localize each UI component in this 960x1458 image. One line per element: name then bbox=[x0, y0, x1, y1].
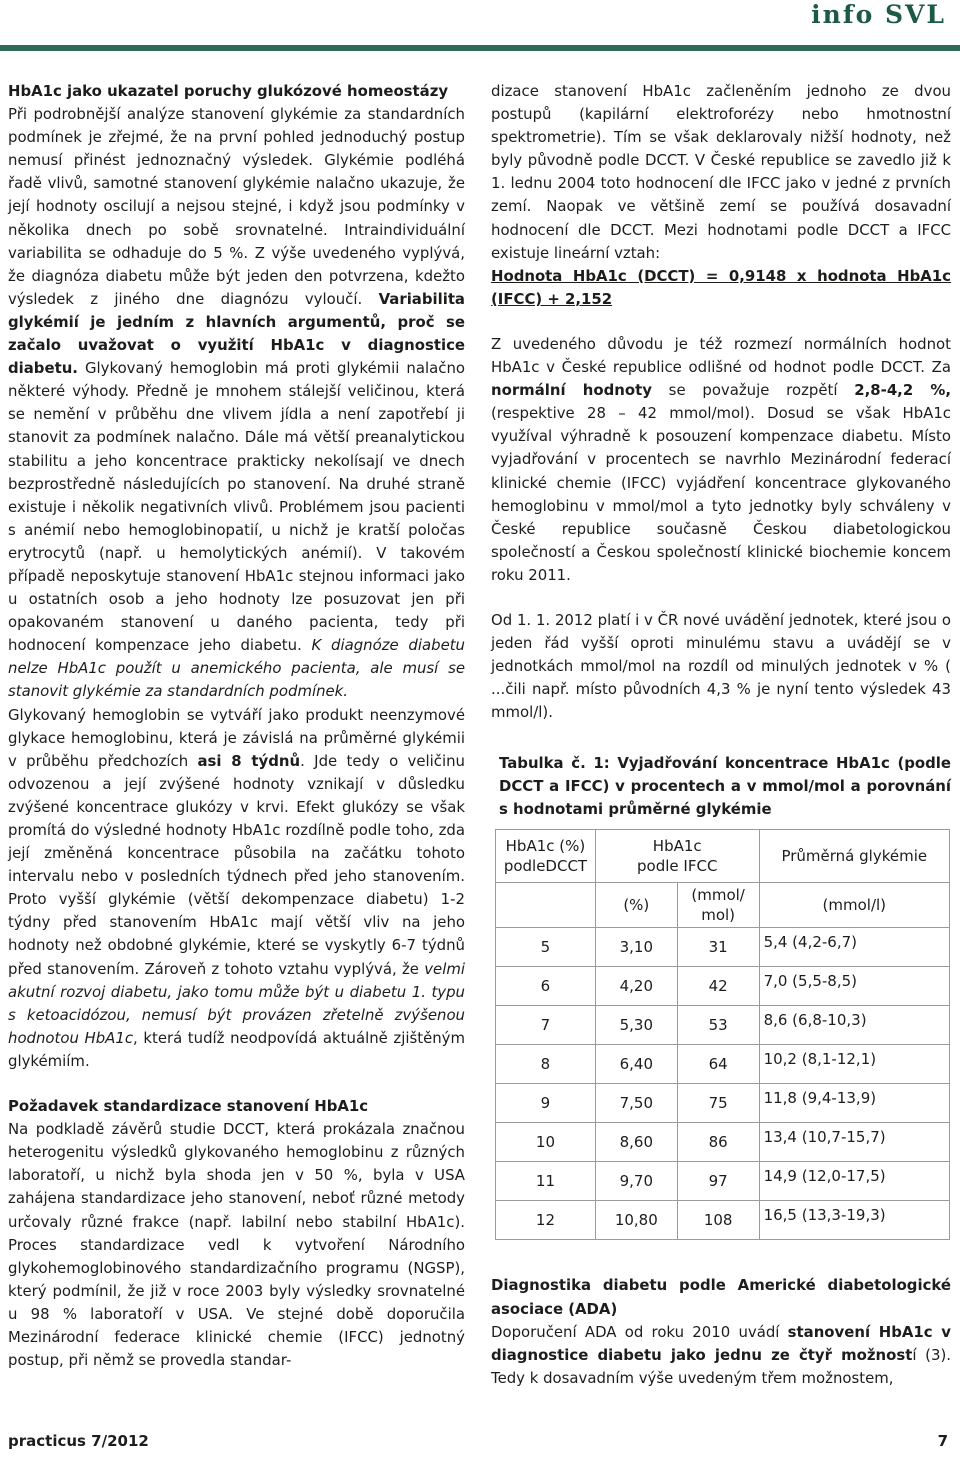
text: , která tudíž neodpovídá aktuálně zjištěným glykémiím. bbox=[8, 1028, 465, 1070]
table-header-mmolmol bbox=[677, 883, 759, 928]
table-cell: 12 bbox=[496, 1201, 596, 1240]
header-text: mol) bbox=[701, 906, 736, 925]
header-text: podleDCCT bbox=[503, 857, 588, 876]
table-cell: 53 bbox=[677, 1006, 759, 1045]
table-cell: 10,2 (8,1-12,1) bbox=[759, 1045, 949, 1084]
table-row bbox=[496, 1123, 950, 1162]
left-column bbox=[8, 80, 465, 1372]
header-text: podle IFCC bbox=[637, 857, 718, 876]
text: se považuje rozpětí bbox=[651, 381, 855, 400]
table-row bbox=[496, 1045, 950, 1084]
table-cell: 5,30 bbox=[595, 1006, 677, 1045]
table-cell: 31 bbox=[677, 928, 759, 967]
table-cell: 9,70 bbox=[595, 1162, 677, 1201]
table-cell: 7,0 (5,5-8,5) bbox=[759, 967, 949, 1006]
header-text: (mmol/ bbox=[691, 886, 745, 905]
header-text: HbA1c bbox=[652, 837, 702, 856]
table-cell: 64 bbox=[677, 1045, 759, 1084]
table-header-dcct bbox=[496, 830, 596, 883]
table-cell: 97 bbox=[677, 1162, 759, 1201]
paragraph-standardization: Na podkladě závěrů studie DCCT, která prokázala značnou heterogenitu výsledků glykovaného hemoglobinu z různých laboratoří, u nichž byla shoda jen v 50 %, byla v USA zahájena standardizace jeho stanovení, neboť různé metody určovaly různé frakce (např. labilní nebo stabilní HbA1c). Proces standardizace vedl k vytvoření Národního glykohemoglobinového standardizačního programu (NGSP), který podmínil, že již v roce 2003 byly výsledky srovnatelné u 98 % laboratoří v USA. Ve stejné době doporučila Mezinárodní federace klinické chemie (IFCC) jednotný postup, při němž se provedla standar- bbox=[8, 1120, 465, 1370]
bold-text: stanovení HbA1c v diagnostice diabetu jako jednu ze čtyř možnost bbox=[491, 1322, 951, 1364]
page-number: 7 bbox=[937, 1432, 948, 1450]
table-header-mmoll: (mmol/l) bbox=[759, 883, 949, 928]
paragraph-normal-values bbox=[491, 333, 951, 587]
table-cell: 42 bbox=[677, 967, 759, 1006]
paragraph-variability bbox=[8, 103, 465, 703]
section-heading-hba1c: HbA1c jako ukazatel poruchy glukózové homeostázy bbox=[8, 82, 449, 100]
table-cell: 7,50 bbox=[595, 1084, 677, 1123]
table-cell: 10 bbox=[496, 1123, 596, 1162]
section-heading-ada: Diagnostika diabetu podle Americké diabetologické asociace (ADA) bbox=[491, 1276, 951, 1318]
header-rule bbox=[0, 45, 960, 51]
table-cell: 11 bbox=[496, 1162, 596, 1201]
hba1c-table bbox=[495, 829, 950, 1240]
bold-text: asi 8 týdnů bbox=[197, 751, 301, 770]
paragraph-ada bbox=[491, 1321, 951, 1390]
text: Z uvedeného důvodu je též rozmezí normálních hodnot HbA1c v České republice odlišné od hodnot podle DCCT. Za bbox=[491, 334, 951, 377]
table-cell: 7 bbox=[496, 1006, 596, 1045]
table-cell: 8,6 (6,8-10,3) bbox=[759, 1006, 949, 1045]
table-cell: 16,5 (13,3-19,3) bbox=[759, 1201, 949, 1240]
table-cell: 6 bbox=[496, 967, 596, 1006]
table-header-avg: Průměrná glykémie bbox=[759, 830, 949, 883]
journal-section-title: info SVL bbox=[811, 0, 946, 29]
table-cell: 108 bbox=[677, 1201, 759, 1240]
table-row bbox=[496, 1006, 950, 1045]
table-body bbox=[496, 928, 950, 1240]
text: Glykovaný hemoglobin má proti glykémii nalačno některé výhody. Předně je mnohem stálejší veličinou, která se nemění v průběhu dne vlivem jídla a není zapotřebí ji stanovit za podmínek nalačno. Dále má větší preanalytickou stabilitu a jeho koncentrace prakticky nekolísají ve dnech bezprostředně následujících po stanovení. Na druhé straně existuje i několik negativních vlivů. Problémem jsou pacienti s anémií nebo hemoglobinopatií, u nichž je kratší poločas erytrocytů (např. u hemolytických anémií). V takovém případě neposkytuje stanovení HbA1c stejnou informaci jako u ostatních osob a jeho hodnoty lze posuzovat jen při opakovaném stanovení u daného pacienta, tedy při hodnocení kompenzace jeho diabetu. bbox=[8, 359, 465, 655]
paragraph-units: Od 1. 1. 2012 platí i v ČR nové uvádění jednotek, které jsou o jeden řád vyšší oproti minulému stavu a uvádějí se v jednotkách mmol/mol na rozdíl od minulých jednotek v % ( ...čili např. místo původních 4,3 % je nyní tento výsledek 43 mmol/l). bbox=[491, 610, 951, 722]
italic-text: velmi akutní rozvoj diabetu, jako tomu může být u diabetu 1. typu s ketoacidózou, nemusí být provázen zřetelně zvýšenou hodnotou HbA1c bbox=[8, 959, 465, 1047]
bold-text: 2,8-4,2 %, bbox=[854, 381, 951, 400]
table-cell: 13,4 (10,7-15,7) bbox=[759, 1123, 949, 1162]
table-row bbox=[496, 1201, 950, 1240]
table-header-ifcc bbox=[595, 830, 759, 883]
bold-text: Variabilita glykémií je jedním z hlavních argumentů, proč se začalo uvažovat o využití HbA1c v diagnostice diabetu. bbox=[8, 289, 465, 378]
table-cell: 75 bbox=[677, 1084, 759, 1123]
italic-text: K diagnóze diabetu nelze HbA1c použít u anemického pacienta, ale musí se stanovit glykémie za standardních podmínek. bbox=[8, 636, 465, 701]
table-cell: 3,10 bbox=[595, 928, 677, 967]
table-row bbox=[496, 1084, 950, 1123]
bold-text: normální hodnoty bbox=[491, 381, 652, 400]
table-header-empty bbox=[496, 883, 596, 928]
table-cell: 5 bbox=[496, 928, 596, 967]
text: (respektive 28 – 42 mmol/mol). Dosud se však HbA1c využíval výhradně k posouzení kompenzace diabetu. Místo vyjadřování v procentech se navrhlo Mezinárodní federací klinické chemie (IFCC) vyjádření koncentrace glykovaného hemoglobinu v mmol/mol a tyto jednotky byly schváleny v České republice současně Českou diabetologickou společností a Českou společností klinické biochemie koncem roku 2011. bbox=[491, 404, 951, 584]
table-cell: 4,20 bbox=[595, 967, 677, 1006]
table-row bbox=[496, 967, 950, 1006]
table-row bbox=[496, 928, 950, 967]
table-cell: 6,40 bbox=[595, 1045, 677, 1084]
table-header-pct: (%) bbox=[595, 883, 677, 928]
paragraph-ifcc: dizace stanovení HbA1c začleněním jednoho ze dvou postupů (kapilární elektroforézy nebo hmotnostní spektrometrie). Tím se však deklarovaly nižší hodnoty, než byly původně podle DCCT. V České republice se zavedlo již k 1. lednu 2004 toto hodnocení dle IFCC jako v jedné z prvních zemí. Naopak ve většině zemí se používá dosavadní hodnocení dle DCCT. Mezi hodnotami podle DCCT a IFCC existuje lineární vztah: bbox=[491, 82, 951, 262]
text: Glykovaný hemoglobin se vytváří jako produkt neenzymové glykace hemoglobinu, která je závislá na průměrné glykémii v průběhu předchozích bbox=[8, 705, 465, 770]
table-cell: 5,4 (4,2-6,7) bbox=[759, 928, 949, 967]
footer-journal: practicus 7/2012 bbox=[8, 1432, 149, 1450]
table-cell: 8,60 bbox=[595, 1123, 677, 1162]
text: í (3). Tedy k dosavadním výše uvedeným třem možnostem, bbox=[491, 1345, 951, 1387]
table-cell: 8 bbox=[496, 1045, 596, 1084]
right-column bbox=[491, 80, 951, 1390]
header-text: HbA1c (%) bbox=[505, 837, 586, 856]
section-heading-standardization: Požadavek standardizace stanovení HbA1c bbox=[8, 1097, 369, 1116]
table-cell: 11,8 (9,4-13,9) bbox=[759, 1084, 949, 1123]
table-row bbox=[496, 1162, 950, 1201]
text: . Jde tedy o veličinu odvozenou a její zvýšené hodnoty vznikají v důsledku zvýšené koncentrace glukózy v krvi. Efekt glukózy se však promítá do výsledné hodnoty HbA1c rozdílně podle toho, zda její změněná koncentrace působila na začátku tohoto intervalu nebo v posledních týdnech před jeho stanovením. Proto vyšší glykémie (větší dekompenzace diabetu) 1-2 týdny před stanovením HbA1c mají větší vliv na jeho hodnoty než obdobné glykémie, které se vyskytly 6-7 týdnů před stanovením. Zároveň z tohoto vztahu vyplývá, že bbox=[8, 751, 465, 978]
table-cell: 86 bbox=[677, 1123, 759, 1162]
conversion-formula: Hodnota HbA1c (DCCT) = 0,9148 x hodnota HbA1c (IFCC) + 2,152 bbox=[491, 266, 951, 308]
paragraph-glycation bbox=[8, 704, 465, 1074]
table-caption: Tabulka č. 1: Vyjadřování koncentrace HbA1c (podle DCCT a IFCC) v procentech a v mmol/mol a porovnání s hodnotami průměrné glykémie bbox=[499, 754, 951, 819]
text: Doporučení ADA od roku 2010 uvádí bbox=[491, 1322, 788, 1341]
table-cell: 10,80 bbox=[595, 1201, 677, 1240]
text: Při podrobnější analýze stanovení glykémie za standardních podmínek je zřejmé, že na první pohled jednoduchý postup nemusí přinést jednoznačný výsledek. Glykémie podléhá řadě vlivů, samotné stanovení glykémie nalačno ukazuje, že její hodnoty oscilují a nejsou stejné, i když jsou podmínky v několika dnech po sobě srovnatelné. Intraindividuální variabilita se odhaduje do 5 %. Z výše uvedeného vyplývá, že diagnóza diabetu může být jeden den potvrzena, kdežto výsledek z jiného dne diagnózu vyloučí. bbox=[8, 105, 465, 308]
table-cell: 9 bbox=[496, 1084, 596, 1123]
table-cell: 14,9 (12,0-17,5) bbox=[759, 1162, 949, 1201]
